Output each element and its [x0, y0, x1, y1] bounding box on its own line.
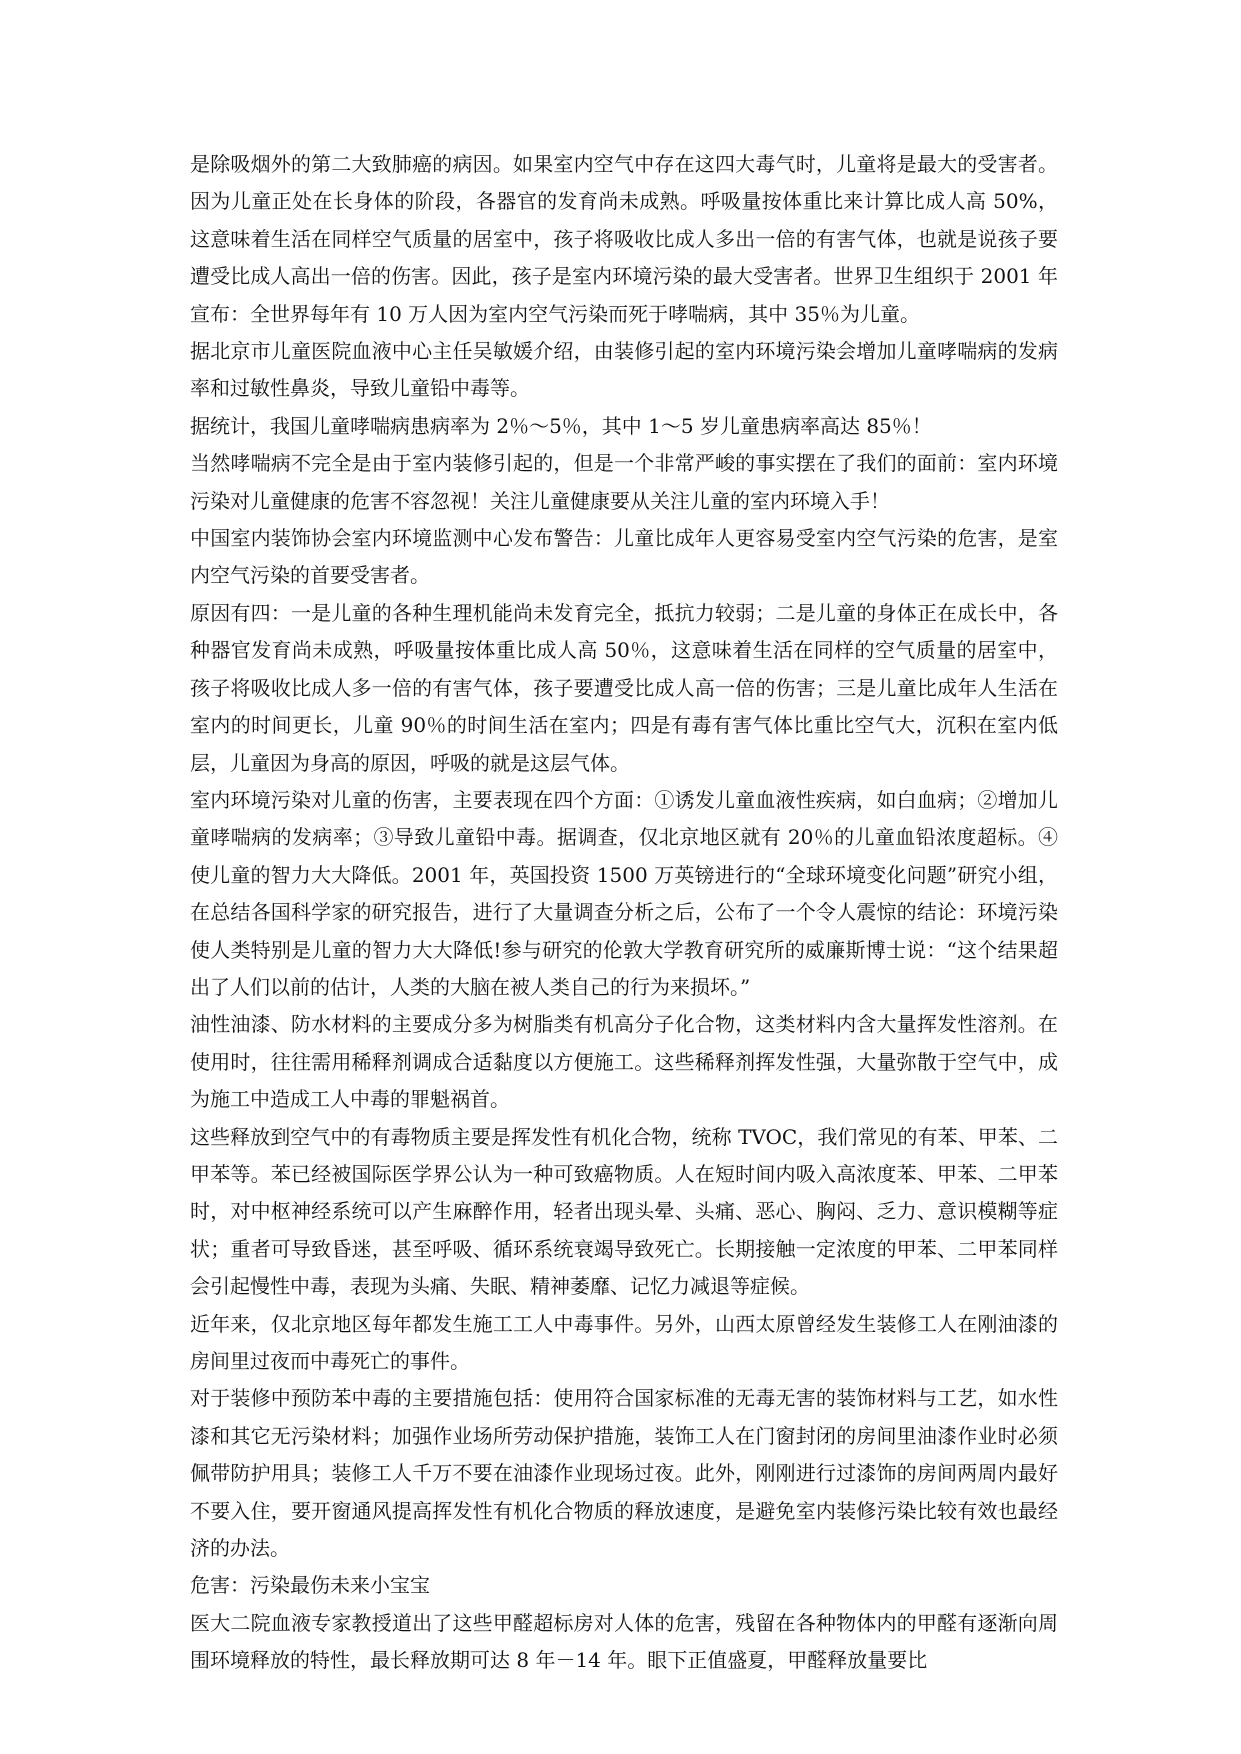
paragraph: 中国室内装饰协会室内环境监测中心发布警告：儿童比成年人更容易受室内空气污染的危害，是室内空气污染的首要受害者。 [190, 526, 1058, 588]
paragraph: 据北京市儿童医院血液中心主任吴敏媛介绍，由装修引起的室内环境污染会增加儿童哮喘病的发病率和过敏性鼻炎，导致儿童铅中毒等。 [190, 339, 1058, 401]
paragraph: 据统计，我国儿童哮喘病患病率为 2％～5％，其中 1～5 岁儿童患病率高达 85％！ [190, 413, 932, 438]
paragraph: 这些释放到空气中的有毒物质主要是挥发性有机化合物，统称 TVOC，我们常见的有苯、甲苯、二甲苯等。苯已经被国际医学界公认为一种可致癌物质。人在短时间内吸入高浓度苯、甲苯、二甲苯时，对中枢神经系统可以产生麻醉作用，轻者出现头晕、头痛、恶心、胸闷、乏力、意识模糊等症状；重者可导致昏迷，甚至呼吸、循环系统衰竭导致死亡。长期接触一定浓度的甲苯、二甲苯同样会引起慢性中毒，表现为头痛、失眠、精神萎靡、记忆力减退等症候。 [190, 1124, 1058, 1299]
paragraph: 医大二院血液专家教授道出了这些甲醛超标房对人体的危害，残留在各种物体内的甲醛有逐渐向周围环境释放的特性，最长释放期可达 8 年－14 年。眼下正值盛夏，甲醛释放量要比 [190, 1610, 1058, 1673]
paragraph: 当然哮喘病不完全是由于室内装修引起的，但是一个非常严峻的事实摆在了我们的面前：室内环境污染对儿童健康的危害不容忽视！关注儿童健康要从关注儿童的室内环境入手！ [190, 451, 1058, 513]
section-heading: 危害：污染最伤未来小宝宝 [190, 1573, 430, 1598]
paragraph: 近年来，仅北京地区每年都发生施工工人中毒事件。另外，山西太原曾经发生装修工人在刚油漆的房间里过夜而中毒死亡的事件。 [190, 1311, 1058, 1373]
paragraph: 对于装修中预防苯中毒的主要措施包括：使用符合国家标准的无毒无害的装饰材料与工艺，如水性漆和其它无污染材料；加强作业场所劳动保护措施，装饰工人在门窗封闭的房间里油漆作业时必须佩带防护用具；装修工人千万不要在油漆作业现场过夜。此外，刚刚进行过漆饰的房间两周内最好不要入住，要开窗通风提高挥发性有机化合物质的释放速度，是避免室内装修污染比较有效也最经济的办法。 [190, 1386, 1058, 1561]
paragraph: 油性油漆、防水材料的主要成分多为树脂类有机高分子化合物，这类材料内含大量挥发性溶剂。在使用时，往往需用稀释剂调成合适黏度以方便施工。这些稀释剂挥发性强，大量弥散于空气中，成为施工中造成工人中毒的罪魁祸首。 [190, 1012, 1058, 1112]
paragraph: 是除吸烟外的第二大致肺癌的病因。如果室内空气中存在这四大毒气时，儿童将是最大的受害者。因为儿童正处在长身体的阶段，各器官的发育尚未成熟。呼吸量按体重比来计算比成人高 50%，这意味着生活在同样空气质量的居室中，孩子将吸收比成人多出一倍的有害气体，也就是说孩子要遭受比成人高出一倍的伤害。因此，孩子是室内环境污染的最大受害者。世界卫生组织于 2001 年宣布：全世界每年有 10 万人因为室内空气污染而死于哮喘病，其中 35％为儿童。 [190, 152, 1058, 326]
body-text [190, 146, 1058, 1680]
paragraph: 原因有四：一是儿童的各种生理机能尚未发育完全，抵抗力较弱；二是儿童的身体正在成长中，各种器官发育尚未成熟，呼吸量按体重比成人高 50％，这意味着生活在同样的空气质量的居室中，孩子将吸收比成人多一倍的有害气体，孩子要遭受比成人高一倍的伤害；三是儿童比成年人生活在室内的时间更长，儿童 90％的时间生活在室内；四是有毒有害气体比重比空气大，沉积在室内低层，儿童因为身高的原因，呼吸的就是这层气体。 [190, 600, 1058, 775]
paragraph: 室内环境污染对儿童的伤害，主要表现在四个方面：①诱发儿童血液性疾病，如白血病；②增加儿童哮喘病的发病率；③导致儿童铅中毒。据调查，仅北京地区就有 20％的儿童血铅浓度超标。④使儿童的智力大大降低。2001 年，英国投资 1500 万英镑进行的“全球环境变化问题”研究小组，在总结各国科学家的研究报告，进行了大量调查分析之后，公布了一个令人震惊的结论：环境污染使人类特别是儿童的智力大大降低!参与研究的伦敦大学教育研究所的威廉斯博士说：“这个结果超出了人们以前的估计，人类的大脑在被人类自己的行为来损坏。” [190, 787, 1058, 999]
